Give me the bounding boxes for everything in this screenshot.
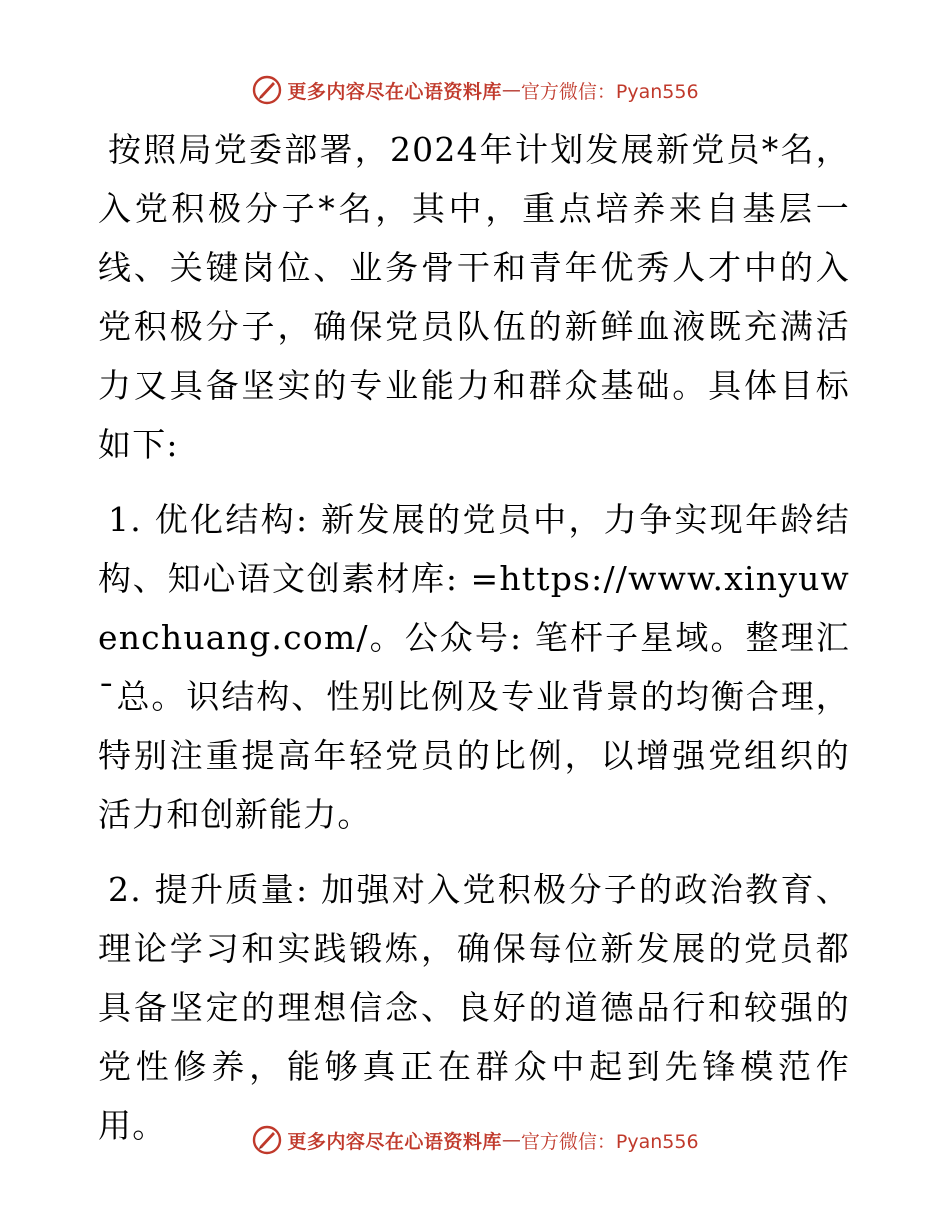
footer-watermark [0,1120,950,1160]
footer-separator: — [501,1129,521,1151]
item-2-paragraph: 2. 提升质量: 加强对入党积极分子的政治教育、理论学习和实践锻炼，确保每位新发展的党员都具备坚定的理想信念、良好的道德品行和较强的党性修养，能够真正在群众中起到先锋模范作用。 [98,870,850,1145]
header-contact: 官方微信：Pyan556 [520,80,699,103]
footer-site-name: 更多内容尽在心语资料库 [287,1130,502,1153]
intro-paragraph: 按照局党委部署，2024年计划发展新党员*名，入党积极分子*名，其中，重点培养来自基层一线、关键岗位、业务骨干和青年优秀人才中的入党积极分子，确保党员队伍的新鲜血液既充满活力又具备坚实的专业能力和群众基础。具体目标如下: [98,130,850,464]
item-1-paragraph: 1. 优化结构: 新发展的党员中，力争实现年龄结构、知心语文创素材库: =https://www.xinyuwenchuang.com/。公众号: 笔杆子星域。整理汇¯总。识结构、性别比例及专业背景的均衡合理，特别注重提高年轻党员的比例，以增强党组织的活力和创新能力。 [98,500,850,834]
footer-contact: 官方微信：Pyan556 [520,1130,699,1153]
header-site-name: 更多内容尽在心语资料库 [287,80,502,103]
document-body [98,120,850,1171]
quill-logo-icon [251,1124,283,1156]
quill-logo-icon [251,74,283,106]
header-watermark [0,70,950,110]
header-separator: — [501,79,521,101]
